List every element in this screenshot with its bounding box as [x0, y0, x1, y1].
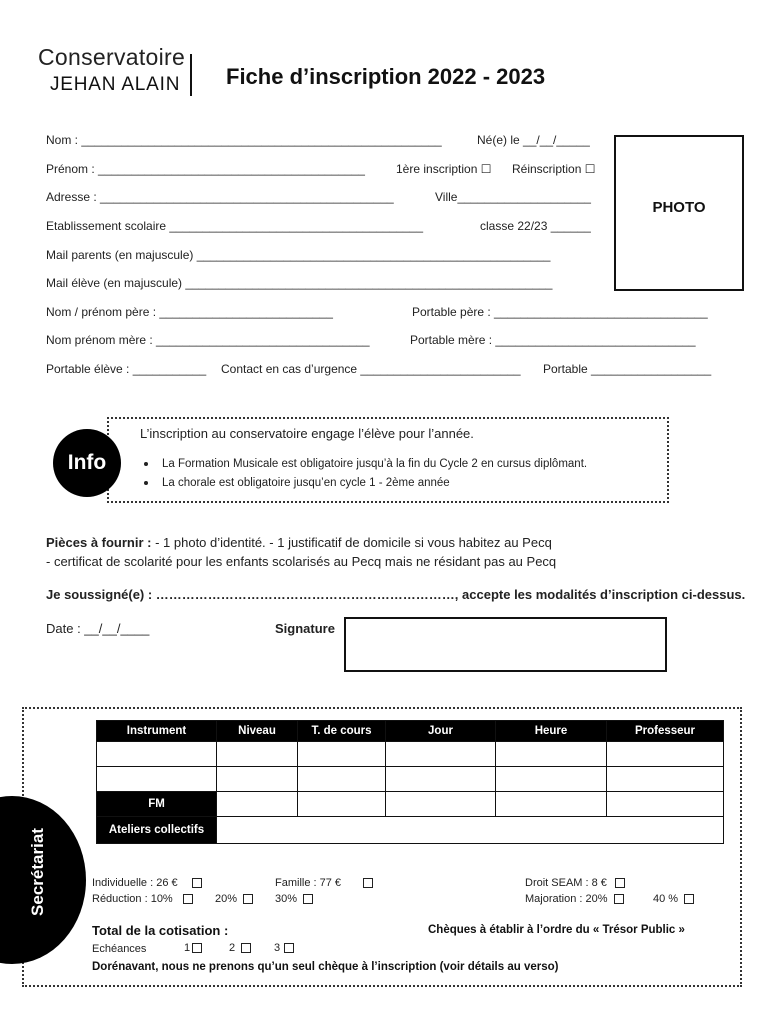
field-contact-urgence[interactable]: Contact en cas d’urgence ________________________	[221, 362, 521, 376]
echeance-1-label: 1	[184, 942, 191, 954]
cheque-notice: Dorénavant, nous ne prenons qu’un seul chèque à l’inscription (voir détails au verso)	[92, 961, 559, 973]
majoration-40-label: 40 %	[653, 893, 679, 905]
pieces-line2: - certificat de scolarité pour les enfants scolarisés au Pecq mais ne résidant pas au Pecq	[46, 554, 557, 569]
pieces-text: - 1 photo d’identité. - 1 justificatif de domicile si vous habitez au Pecq	[151, 535, 552, 550]
cell[interactable]	[386, 767, 496, 792]
cell[interactable]	[97, 742, 217, 767]
cell[interactable]	[298, 742, 386, 767]
cell[interactable]	[386, 742, 496, 767]
cell[interactable]	[217, 792, 298, 817]
signature-box[interactable]	[344, 617, 667, 672]
checkbox[interactable]	[363, 878, 373, 888]
logo-divider	[190, 54, 192, 96]
table-row-fm	[97, 792, 724, 817]
field-classe[interactable]: classe 22/23 ______	[480, 219, 591, 233]
majoration-40[interactable]	[653, 893, 694, 905]
cell[interactable]	[217, 767, 298, 792]
pieces-label: Pièces à fournir :	[46, 535, 152, 550]
table-row-ateliers	[97, 817, 724, 844]
cell[interactable]	[496, 792, 607, 817]
field-ne-le[interactable]: Né(e) le __/__/_____	[477, 133, 590, 147]
echeances-label: Echéances	[92, 943, 147, 955]
echeance-2[interactable]	[229, 942, 251, 954]
fee-famille-label: Famille : 77 €	[275, 877, 342, 889]
reduction-10[interactable]	[92, 893, 193, 905]
bullet-icon	[144, 481, 148, 485]
table-row	[97, 742, 724, 767]
field-mail-eleve[interactable]: Mail élève (en majuscule) _______________________________________________________	[46, 276, 553, 290]
logo-jehan-alain: JEHAN ALAIN	[50, 74, 181, 95]
echeance-3[interactable]	[274, 942, 294, 954]
checkbox[interactable]	[615, 878, 625, 888]
field-portable-eleve[interactable]: Portable élève : ___________	[46, 362, 207, 376]
field-portable-mere[interactable]: Portable mère : ______________________________	[410, 333, 696, 347]
reduction-30[interactable]	[275, 893, 313, 905]
cheques-note: Chèques à établir à l’ordre du « Trésor Public »	[428, 924, 685, 936]
table-row	[97, 767, 724, 792]
col-professeur: Professeur	[607, 721, 724, 742]
fee-droit-seam[interactable]	[525, 877, 625, 889]
fee-droit-seam-label: Droit SEAM : 8 €	[525, 877, 607, 889]
col-niveau: Niveau	[217, 721, 298, 742]
info-heading: L’inscription au conservatoire engage l’élève pour l’année.	[140, 426, 474, 441]
field-adresse[interactable]: Adresse : ____________________________________________	[46, 190, 394, 204]
fm-label: FM	[97, 792, 217, 817]
field-mail-parents[interactable]: Mail parents (en majuscule) _____________________________________________________	[46, 248, 551, 262]
reduction-30-label: 30%	[275, 893, 298, 905]
logo-conservatoire: Conservatoire	[38, 44, 186, 70]
col-jour: Jour	[386, 721, 496, 742]
field-ville[interactable]: Ville____________________	[435, 190, 591, 204]
cell[interactable]	[607, 742, 724, 767]
info-icon-label: Info	[67, 451, 107, 474]
info-item	[144, 458, 587, 470]
ateliers-label: Ateliers collectifs	[97, 817, 217, 844]
col-t-de-cours: T. de cours	[298, 721, 386, 742]
photo-label: PHOTO	[652, 199, 706, 216]
reduction-20-label: 20%	[215, 893, 238, 905]
cell[interactable]	[607, 792, 724, 817]
checkbox-premiere-inscription[interactable]: 1ère inscription ☐	[396, 162, 492, 176]
info-icon	[53, 429, 121, 497]
fee-individuelle-label: Individuelle : 26 €	[92, 877, 178, 889]
col-instrument: Instrument	[97, 721, 217, 742]
checkbox[interactable]	[241, 943, 251, 953]
field-nom-pere[interactable]: Nom / prénom père : __________________________	[46, 305, 333, 319]
checkbox[interactable]	[192, 878, 202, 888]
echeance-1[interactable]	[184, 942, 202, 954]
cell[interactable]	[496, 767, 607, 792]
info-item-text: La Formation Musicale est obligatoire jusqu’à la fin du Cycle 2 en cursus diplômant.	[162, 458, 588, 470]
cell[interactable]	[386, 792, 496, 817]
cell[interactable]	[607, 767, 724, 792]
soussigne-statement: Je soussigné(e) : ……………………………………………………………, accepte les modalités d’inscription ci-dessus.	[46, 587, 746, 602]
checkbox[interactable]	[614, 894, 624, 904]
field-portable[interactable]: Portable __________________	[543, 362, 712, 376]
cell[interactable]	[217, 817, 724, 844]
checkbox[interactable]	[303, 894, 313, 904]
checkbox[interactable]	[183, 894, 193, 904]
cell[interactable]	[496, 742, 607, 767]
secretariat-table	[96, 720, 724, 844]
page-title: Fiche d’inscription 2022 - 2023	[226, 64, 546, 89]
field-prenom[interactable]: Prénom : ________________________________________	[46, 162, 365, 176]
cell[interactable]	[298, 767, 386, 792]
echeance-3-label: 3	[274, 942, 281, 954]
table-header-row	[97, 721, 724, 742]
checkbox[interactable]	[192, 943, 202, 953]
bullet-icon	[144, 462, 148, 466]
field-date[interactable]: Date : __/__/____	[46, 621, 150, 636]
checkbox[interactable]	[684, 894, 694, 904]
total-cotisation: Total de la cotisation :	[92, 923, 229, 938]
checkbox-reinscription[interactable]: Réinscription ☐	[512, 162, 596, 176]
pieces-line1	[46, 535, 552, 550]
majoration-20[interactable]	[525, 893, 624, 905]
echeance-2-label: 2	[229, 942, 236, 954]
cell[interactable]	[217, 742, 298, 767]
majoration-20-label: Majoration : 20%	[525, 893, 608, 905]
signature-label: Signature	[275, 621, 335, 636]
checkbox[interactable]	[243, 894, 253, 904]
field-nom[interactable]: Nom : ______________________________________________________	[46, 133, 442, 147]
fee-famille[interactable]	[275, 877, 373, 889]
checkbox[interactable]	[284, 943, 294, 953]
fee-individuelle[interactable]	[92, 877, 202, 889]
cell[interactable]	[97, 767, 217, 792]
field-etablissement[interactable]: Etablissement scolaire ______________________________________	[46, 219, 423, 233]
info-item	[144, 477, 450, 489]
secretariat-label: Secrétariat	[28, 828, 47, 916]
cell[interactable]	[298, 792, 386, 817]
reduction-10-label: Réduction : 10%	[92, 893, 173, 905]
field-nom-mere[interactable]: Nom prénom mère : ________________________________	[46, 333, 370, 347]
col-heure: Heure	[496, 721, 607, 742]
field-portable-pere[interactable]: Portable père : ________________________________	[412, 305, 708, 319]
info-item-text: La chorale est obligatoire jusqu’en cycle 1 - 2ème année	[162, 477, 450, 489]
photo-box	[614, 135, 744, 291]
reduction-20[interactable]	[215, 893, 253, 905]
